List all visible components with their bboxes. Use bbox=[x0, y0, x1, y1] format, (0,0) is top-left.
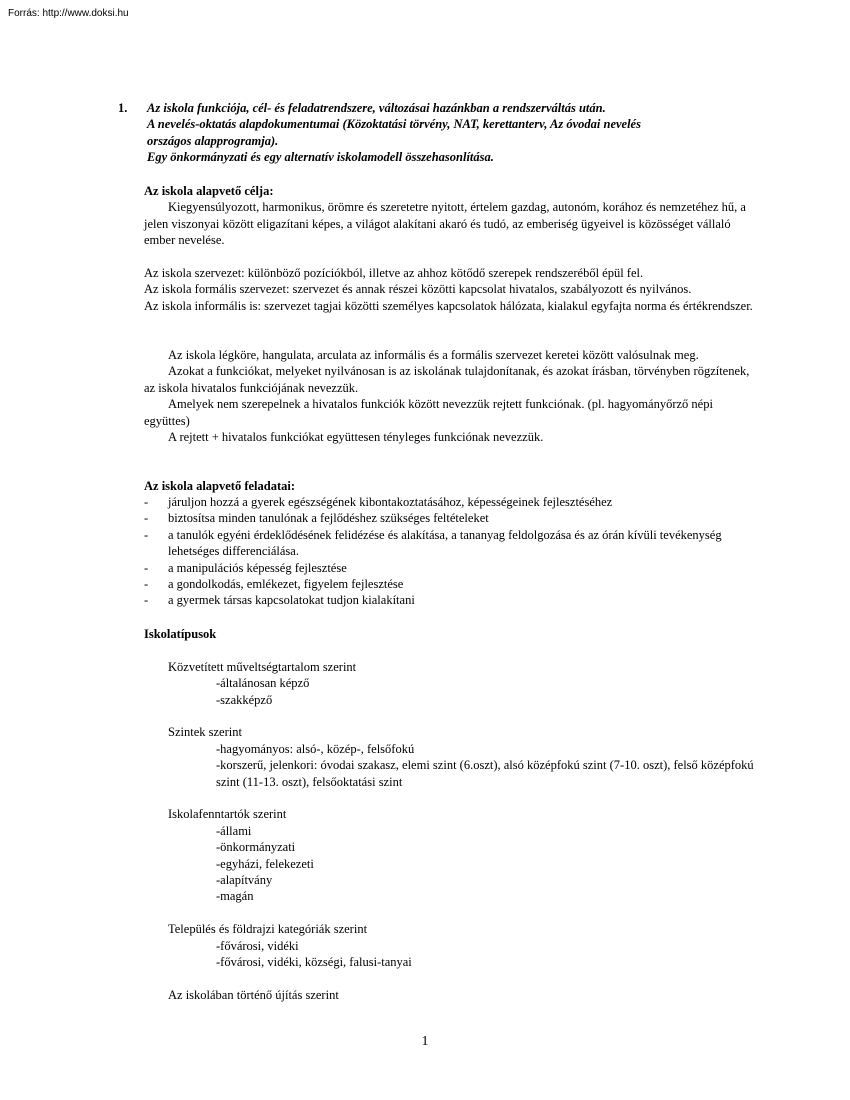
list-item: - járuljon hozzá a gyerek egészségének kibontakoztatásához, képességeinek fejlesztéséhez bbox=[144, 495, 613, 509]
type-category-item: -hagyományos: alsó-, közép-, felsőfokú bbox=[216, 741, 415, 756]
heading-line: Egy önkormányzati és egy alternatív iskolamodell összehasonlítása. bbox=[147, 150, 494, 165]
type-category-item: -fővárosi, vidéki bbox=[216, 938, 299, 953]
functions-paragraph: Amelyek nem szerepelnek a hivatalos funkciók között nevezzük rejtett funkciónak. (pl. hagyományőrző népi együttes) bbox=[144, 397, 713, 428]
tasks-title: Az iskola alapvető feladatai: bbox=[144, 479, 296, 493]
heading-line: Az iskola funkciója, cél- és feladatrendszere, változásai hazánkban a rendszerváltás után. bbox=[147, 101, 606, 115]
functions-section bbox=[144, 347, 756, 445]
list-item: - a tanulók egyéni érdeklődésének felidézése és alakítása, a tananyag feldolgozása és az órán kívüli tevékenység lehetséges differenciálása. bbox=[144, 527, 722, 559]
type-category-label: Közvetített műveltségtartalom szerint bbox=[168, 659, 357, 674]
organization-section bbox=[144, 265, 756, 314]
type-category-item: -egyházi, felekezeti bbox=[216, 856, 314, 871]
type-category-label: Iskolafenntartók szerint bbox=[168, 807, 287, 822]
type-category-label: Az iskolában történő újítás szerint bbox=[168, 987, 339, 1002]
organization-paragraph: Az iskola formális szervezet: szervezet és annak részei közötti kapcsolat hivatalos, szabályozott és nyilvános. bbox=[144, 282, 692, 297]
page-number: 1 bbox=[421, 1034, 429, 1049]
tasks-list-wrap bbox=[144, 494, 756, 609]
type-category-item: -állami bbox=[216, 823, 252, 838]
goal-text: Kiegyensúlyozott, harmonikus, örömre és szeretetre nyitott, értelem gazdag, autonóm, korához és nemzetéhez hű, a jelen viszonyai között eligazítani képes, a világot alakítani akaró és tudó, az emberiség ügyeivel is közösséget vállaló ember nevelése. bbox=[144, 200, 746, 248]
school-types-section bbox=[144, 626, 756, 1003]
list-item: - a gyermek társas kapcsolatokat tudjon kialakítani bbox=[144, 593, 415, 608]
goal-section bbox=[144, 183, 756, 249]
type-category-item: -általánosan képző bbox=[216, 676, 310, 691]
functions-paragraph: Az iskola légköre, hangulata, arculata az informális és a formális szervezet keretei között valósulnak meg. bbox=[168, 348, 699, 362]
type-category-item: -fővárosi, vidéki, községi, falusi-tanyai bbox=[216, 955, 412, 970]
type-category-item: -korszerű, jelenkori: óvodai szakasz, elemi szint (6.oszt), alsó középfokú szint (7-10. oszt), felső középfokú szint (11-13. oszt), felsőoktatási szint bbox=[216, 758, 754, 789]
type-category-label: Település és földrajzi kategóriák szerint bbox=[168, 922, 368, 937]
list-item: - a gondolkodás, emlékezet, figyelem fejlesztése bbox=[144, 577, 404, 592]
functions-paragraph: Azokat a funkciókat, melyeket nyilvánosan is az iskolának tulajdonítanak, és azokat írásban, törvényben rögzítenek, az iskola hivatalos funkciójának nevezzük. bbox=[144, 364, 750, 395]
heading-line: országos alapprogramja). bbox=[147, 133, 279, 148]
type-category-item: -alapítvány bbox=[216, 873, 273, 888]
list-item: - biztosítsa minden tanulónak a fejlődéshez szükséges feltételeket bbox=[144, 511, 489, 526]
goal-title: Az iskola alapvető célja: bbox=[144, 184, 274, 198]
organization-paragraph: Az iskola szervezet: különböző pozíciókból, illetve az ahhoz kötődő szerepek rendszeréből épül fel. bbox=[144, 266, 644, 280]
list-item: - a manipulációs képesség fejlesztése bbox=[144, 560, 347, 575]
source-url: Forrás: http://www.doksi.hu bbox=[8, 8, 129, 19]
functions-paragraph: A rejtett + hivatalos funkciókat együttesen tényleges funkciónak nevezzük. bbox=[168, 430, 544, 445]
section-number: 1. bbox=[118, 101, 128, 115]
types-title: Iskolatípusok bbox=[144, 627, 217, 641]
type-category-label: Szintek szerint bbox=[168, 725, 242, 740]
tasks-list bbox=[144, 494, 756, 609]
section-heading bbox=[118, 100, 758, 166]
heading-line: A nevelés-oktatás alapdokumentumai (Közoktatási törvény, NAT, kerettanterv, Az óvodai nevelés bbox=[147, 117, 641, 132]
organization-paragraph: Az iskola informális is: szervezet tagjai közötti személyes kapcsolatok hálózata, kialakul egyfajta norma és értékrendszer. bbox=[144, 298, 753, 313]
tasks-section bbox=[144, 478, 756, 494]
type-category-item: -magán bbox=[216, 889, 254, 904]
type-category-item: -szakképző bbox=[216, 692, 273, 707]
type-category-item: -önkormányzati bbox=[216, 840, 296, 855]
